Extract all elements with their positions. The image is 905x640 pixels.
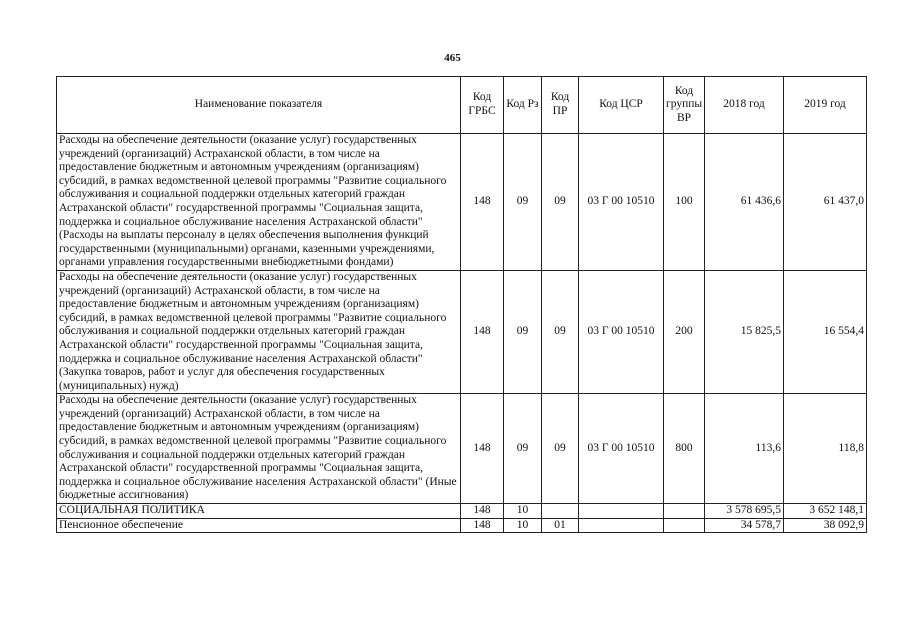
row-grbs: 148 — [461, 518, 504, 533]
budget-table — [56, 76, 867, 533]
row-name: Расходы на обеспечение деятельности (оказание услуг) государственных учреждений (организаций) Астраханской области, в том числе на предоставление бюджетным и автономным учреждениям (организациям) субсидий, в рамках ведомственной целевой программы "Развитие социального обслуживания и социальной поддержки отдельных категорий граждан Астраханской области" государственной программы "Социальная защита, поддержка и социальное обслуживание населения Астраханской области" (Расходы на выплаты персоналу в целях обеспечения выполнения функций государственными (муниципальными) органами, казенными учреждениями, органами управления государственными внебюджетными фондами) — [57, 134, 461, 271]
row-csr: 03 Г 00 10510 — [579, 134, 664, 271]
table-row — [57, 518, 867, 533]
page-number: 465 — [444, 52, 461, 64]
header-rz: Код Рз — [504, 77, 542, 134]
header-pr: Код ПР — [542, 77, 579, 134]
row-grbs: 148 — [461, 270, 504, 393]
header-grbs: Код ГРБС — [461, 77, 504, 134]
row-rz: 09 — [504, 270, 542, 393]
header-csr: Код ЦСР — [579, 77, 664, 134]
header-name: Наименование показателя — [57, 77, 461, 134]
table-row — [57, 134, 867, 271]
table-row — [57, 270, 867, 393]
row-2018: 15 825,5 — [705, 270, 784, 393]
row-2018: 61 436,6 — [705, 134, 784, 271]
row-2019: 38 092,9 — [784, 518, 867, 533]
row-csr: 03 Г 00 10510 — [579, 270, 664, 393]
row-pr: 01 — [542, 518, 579, 533]
row-csr — [579, 504, 664, 519]
row-vr — [664, 504, 705, 519]
row-pr — [542, 504, 579, 519]
row-vr — [664, 518, 705, 533]
row-grbs: 148 — [461, 504, 504, 519]
row-pr: 09 — [542, 394, 579, 504]
row-2019: 61 437,0 — [784, 134, 867, 271]
row-rz: 10 — [504, 518, 542, 533]
row-name: Расходы на обеспечение деятельности (оказание услуг) государственных учреждений (организаций) Астраханской области, в том числе на предоставление бюджетным и автономным учреждениям (организациям) субсидий, в рамках ведомственной целевой программы "Развитие социального обслуживания и социальной поддержки отдельных категорий граждан Астраханской области" государственной программы "Социальная защита, поддержка и социальное обслуживание населения Астраханской области" (Иные бюджетные ассигнования) — [57, 394, 461, 504]
row-name: СОЦИАЛЬНАЯ ПОЛИТИКА — [57, 504, 461, 519]
row-2018: 113,6 — [705, 394, 784, 504]
row-grbs: 148 — [461, 134, 504, 271]
header-2018: 2018 год — [705, 77, 784, 134]
row-2018: 3 578 695,5 — [705, 504, 784, 519]
row-csr: 03 Г 00 10510 — [579, 394, 664, 504]
row-rz: 10 — [504, 504, 542, 519]
row-2019: 16 554,4 — [784, 270, 867, 393]
row-name: Пенсионное обеспечение — [57, 518, 461, 533]
row-grbs: 148 — [461, 394, 504, 504]
row-rz: 09 — [504, 394, 542, 504]
row-2019: 118,8 — [784, 394, 867, 504]
row-name: Расходы на обеспечение деятельности (оказание услуг) государственных учреждений (организаций) Астраханской области, в том числе на предоставление бюджетным и автономным учреждениям (организациям) субсидий, в рамках ведомственной целевой программы "Развитие социального обслуживания и социальной поддержки отдельных категорий граждан Астраханской области" государственной программы "Социальная защита, поддержка и социальное обслуживание населения Астраханской области" (Закупка товаров, работ и услуг для обеспечения государственных (муниципальных) нужд) — [57, 270, 461, 393]
row-vr: 200 — [664, 270, 705, 393]
row-pr: 09 — [542, 134, 579, 271]
row-csr — [579, 518, 664, 533]
table-row — [57, 394, 867, 504]
header-vr: Код группы ВР — [664, 77, 705, 134]
row-vr: 800 — [664, 394, 705, 504]
table-header-row — [57, 77, 867, 134]
row-2018: 34 578,7 — [705, 518, 784, 533]
row-vr: 100 — [664, 134, 705, 271]
table-row — [57, 504, 867, 519]
row-pr: 09 — [542, 270, 579, 393]
row-2019: 3 652 148,1 — [784, 504, 867, 519]
header-2019: 2019 год — [784, 77, 867, 134]
row-rz: 09 — [504, 134, 542, 271]
